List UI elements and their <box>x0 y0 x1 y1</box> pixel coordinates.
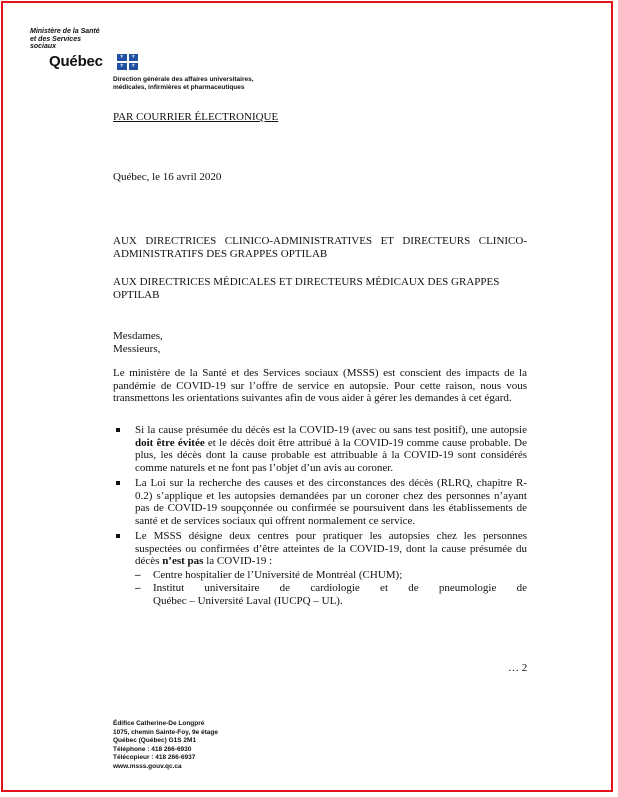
letter-date: Québec, le 16 avril 2020 <box>113 171 222 183</box>
dash-icon: – <box>135 582 141 594</box>
fleur-de-lis-flag-icon: ⚜ ⚜ ⚜ ⚜ <box>117 54 138 70</box>
page-continuation: … 2 <box>508 662 528 674</box>
delivery-method: PAR COURRIER ÉLECTRONIQUE <box>113 111 279 123</box>
ministry-logo <box>30 28 150 73</box>
footer-address: Édifice Catherine-De Longpré 1075, chemin Sainte-Foy, 9e étage Québec (Québec) G1S 2M1 Téléphone : 418 266-6930 Télécopieur : 418 266-6937 www.msss.gouv.qc.ca <box>113 720 313 771</box>
sub-list-item: – Centre hospitalier de l’Université de Montréal (CHUM); <box>135 568 403 581</box>
bullet-square-icon <box>116 428 120 432</box>
orientation-list <box>113 424 527 610</box>
bullet-square-icon <box>116 481 120 485</box>
list-item: Si la cause présumée du décès est la COVID-19 (avec ou sans test positif), une autopsie doit être évitée et le décès doit être attribué à la COVID-19 comme cause probable. De plus, les décès dont la cause probable est attribuable à la COVID-19 sont considérés comme naturels et ne font pas l’objet d’un avis au coroner. <box>113 424 527 474</box>
salutation: Mesdames, Messieurs, <box>113 330 163 355</box>
sub-list-item: – Institut universitaire de cardiologie et de pneumologie de Québec – Université Laval (IUCPQ – UL). <box>135 582 527 607</box>
quebec-wordmark: Québec <box>49 52 103 70</box>
list-item: La Loi sur la recherche des causes et des circonstances des décès (RLRQ, chapitre R-0.2) s’applique et les autopsies demandées par un coroner chez des personnes n’ayant pas de COVID-19 soupçonnée ou confirmée se poursuivent dans les établissements de santé et de services sociaux qui offrent normalement ce service. <box>113 477 527 527</box>
website-link[interactable]: www.msss.gouv.qc.ca <box>113 762 182 770</box>
list-item: Le MSSS désigne deux centres pour pratiquer les autopsies chez les personnes suspectées ou confirmées d’être atteintes de la COVID-19, dont la cause présumée du décès n’est pas la COVID-19 : – Centre hospitalier de l’Université de Montréal (CHUM); – Institut universitaire de cardiologie et de pneumologie de Québec – Université Laval (IUCPQ – UL). <box>113 530 527 607</box>
intro-paragraph: Le ministère de la Santé et des Services sociaux (MSSS) est conscient des impacts de la pandémie de COVID-19 sur l’offre de service en autopsie. Pour cette raison, nous vous transmettons les orientations suivantes afin de vous aider à gérer les demandes à cet égard. <box>113 367 527 404</box>
recipient-line-2: AUX DIRECTRICES MÉDICALES ET DIRECTEURS MÉDICAUX DES GRAPPES OPTILAB <box>113 276 500 301</box>
ministry-name: Ministère de la Santé et des Services sociaux <box>30 28 100 50</box>
dash-icon: – <box>135 568 141 581</box>
bullet-square-icon <box>116 534 120 538</box>
recipient-line-1: AUX DIRECTRICES CLINICO-ADMINISTRATIVES ET DIRECTEURS CLINICO-ADMINISTRATIFS DES GRAPPES OPTILAB <box>113 235 527 260</box>
direction-name: Direction générale des affaires universitaires, médicales, infirmières et pharmaceutiques <box>113 76 254 91</box>
